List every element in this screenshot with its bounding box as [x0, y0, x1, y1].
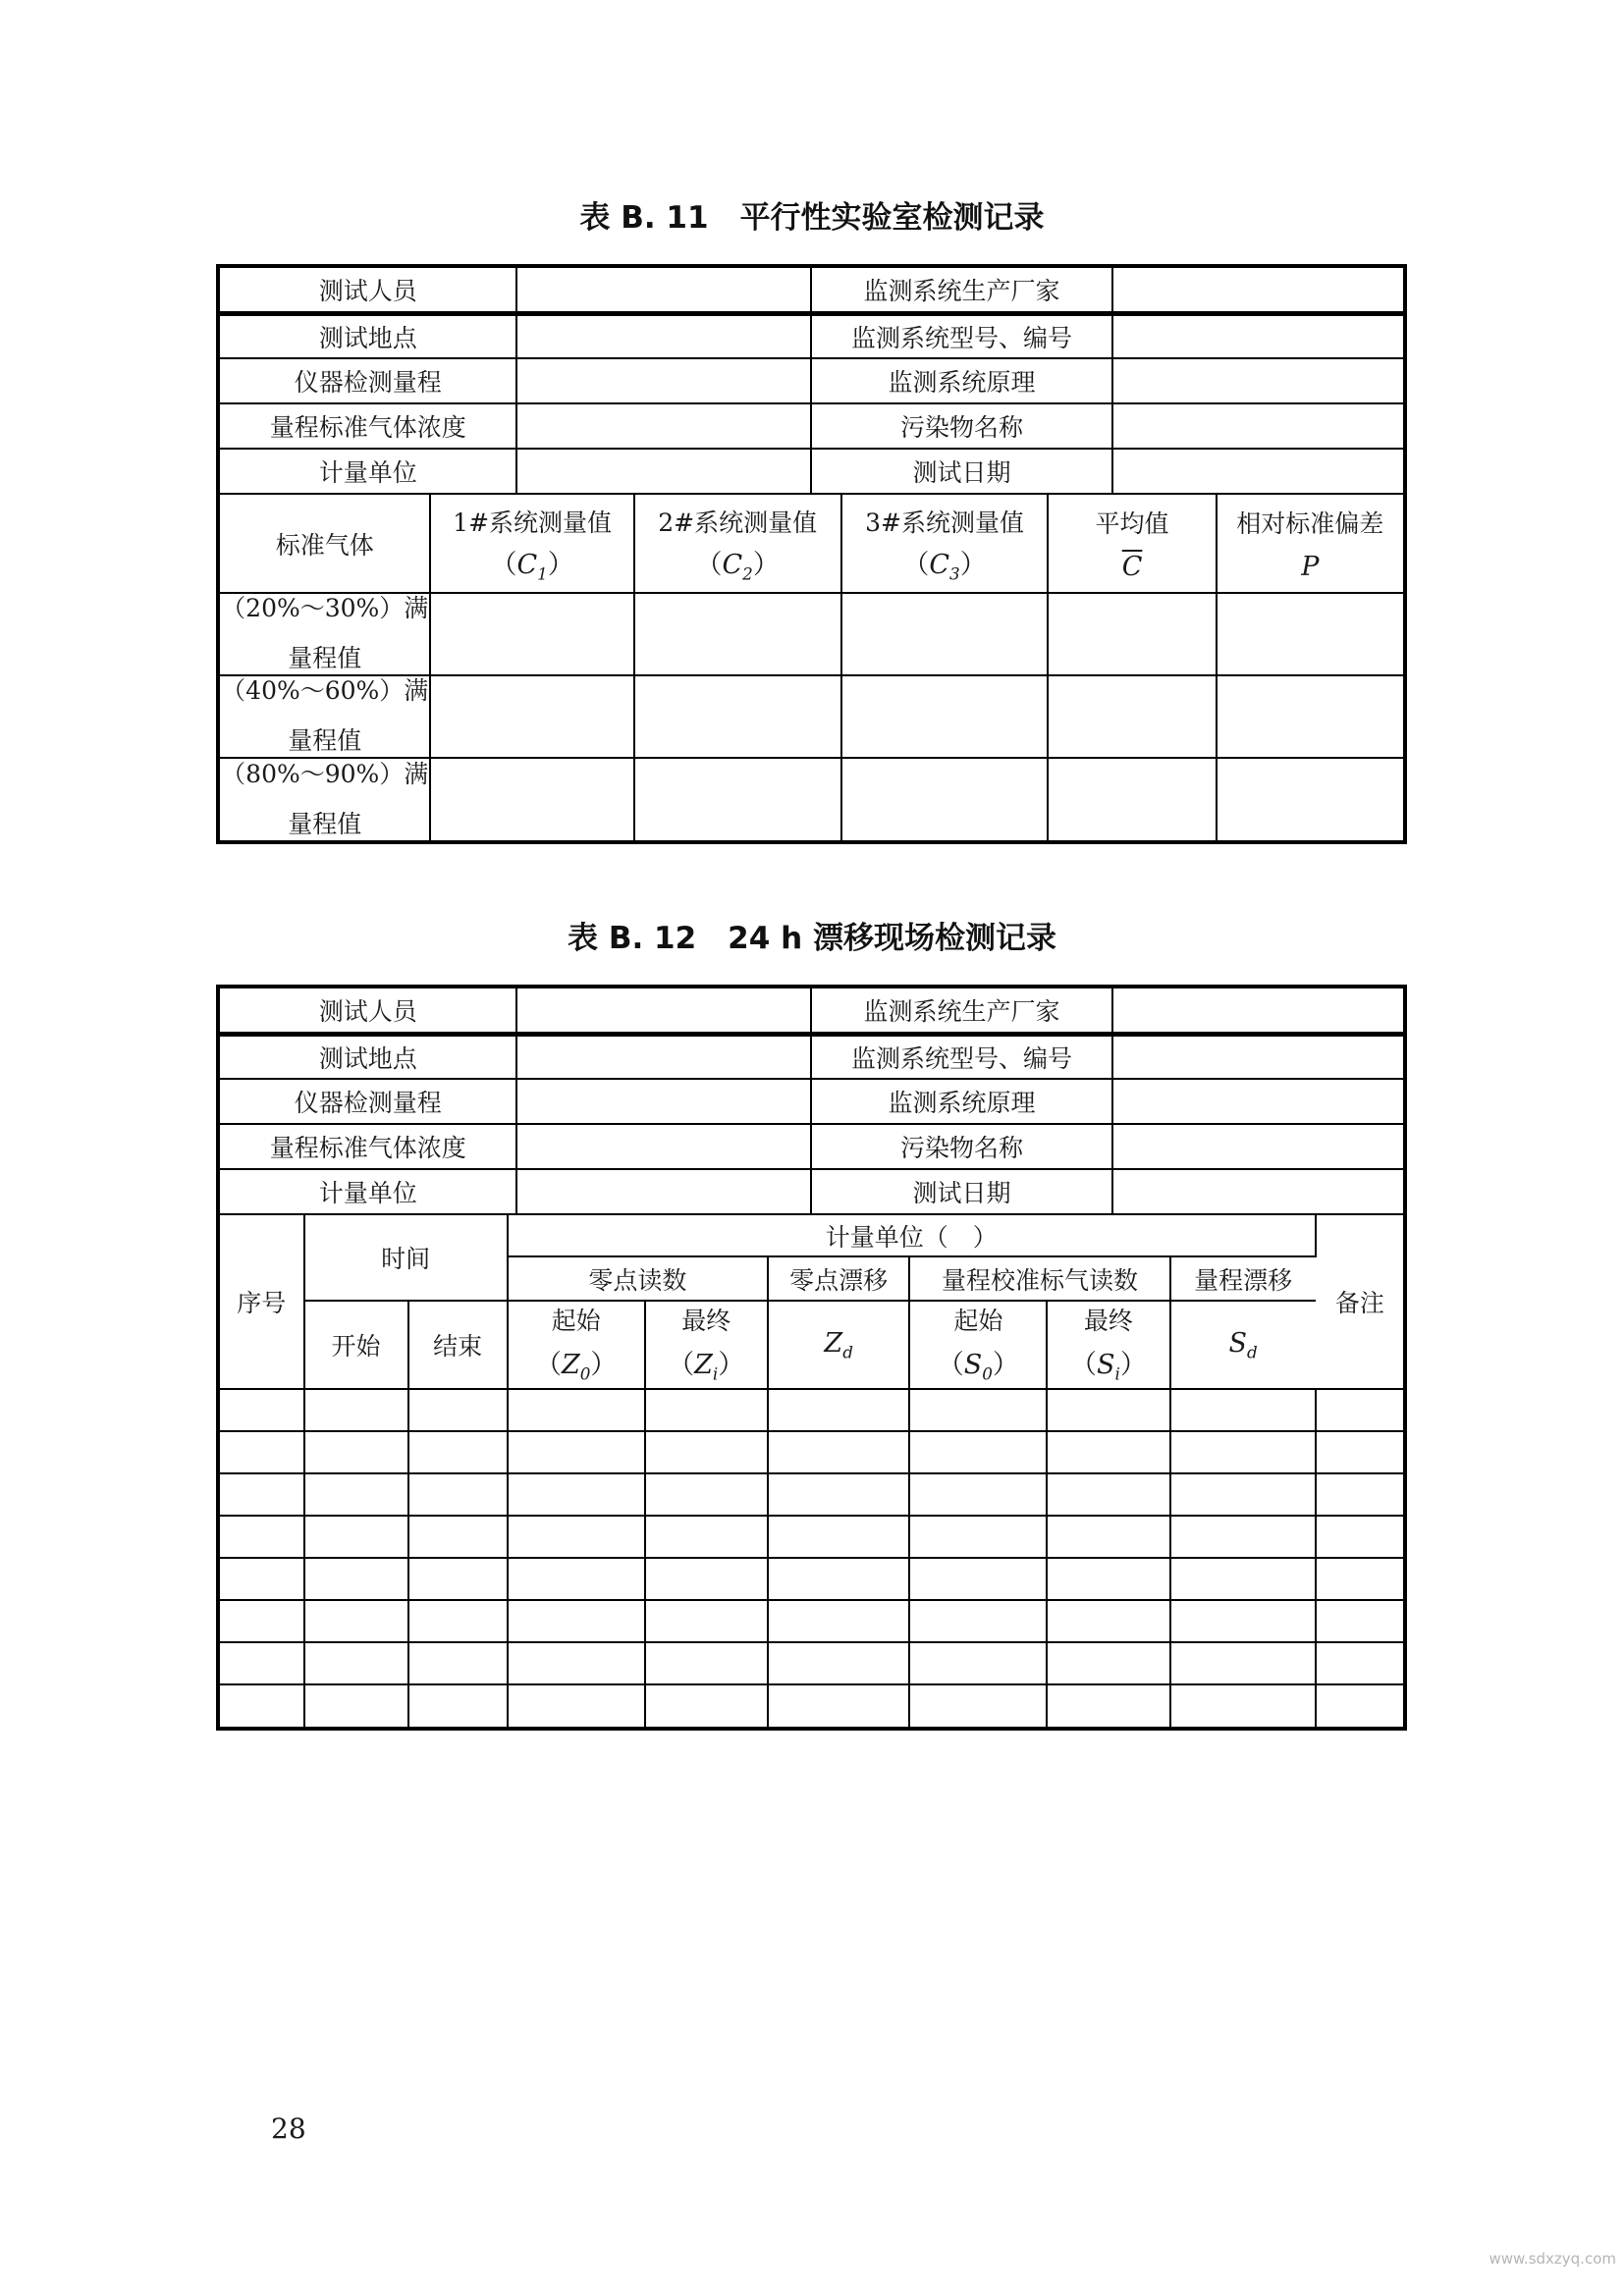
empty-cell — [1170, 1684, 1316, 1727]
row-label-20-30: （20%～30%）满 量程值 — [220, 593, 430, 675]
column-header-rsd: 相对标准偏差 P — [1217, 495, 1403, 593]
empty-cell — [768, 1473, 910, 1516]
empty-cell — [634, 675, 841, 758]
info-value-cell — [516, 1124, 811, 1169]
empty-cell — [645, 1389, 768, 1431]
table-row — [220, 358, 1403, 403]
info-value-cell — [516, 268, 811, 313]
empty-cell — [909, 1473, 1047, 1516]
table-b11 — [216, 264, 1407, 844]
empty-cell — [909, 1431, 1047, 1473]
empty-cell — [1316, 1389, 1403, 1431]
empty-cell — [430, 675, 633, 758]
empty-cell — [1316, 1473, 1403, 1516]
empty-cell — [220, 1600, 304, 1642]
table-row — [220, 1431, 1403, 1473]
empty-cell — [1047, 1558, 1169, 1600]
empty-cell — [408, 1684, 508, 1727]
table-row — [220, 988, 1403, 1034]
empty-cell — [1217, 758, 1403, 840]
table-row — [220, 403, 1403, 449]
formula-s0: $(S_0)$ — [937, 1349, 1019, 1384]
empty-cell — [1316, 1558, 1403, 1600]
empty-cell — [634, 593, 841, 675]
empty-cell — [304, 1516, 408, 1558]
table-b11-measure-section — [220, 495, 1403, 840]
row-label-80-90: （80%～90%）满 量程值 — [220, 758, 430, 840]
empty-cell — [909, 1642, 1047, 1684]
table-b12 — [216, 985, 1407, 1731]
info-label-cell: 监测系统生产厂家 — [811, 988, 1111, 1034]
info-label-cell: 监测系统生产厂家 — [811, 268, 1111, 313]
empty-cell — [1047, 1684, 1169, 1727]
column-header-z0: 起始 $(Z_0)$ — [508, 1301, 645, 1389]
info-value-cell — [1112, 449, 1403, 494]
empty-cell — [220, 1431, 304, 1473]
info-label-cell: 测试地点 — [220, 313, 516, 358]
column-header-span-drift: 量程漂移 — [1170, 1256, 1316, 1301]
column-header-sd: $S_d$ — [1170, 1301, 1316, 1389]
table-row — [220, 1558, 1403, 1600]
empty-cell — [304, 1642, 408, 1684]
table-b11-caption-label: 表 B. 11 — [579, 200, 709, 236]
table-row — [220, 1034, 1403, 1079]
table-row — [220, 1684, 1403, 1727]
table-row — [220, 1600, 1403, 1642]
info-label-cell: 监测系统型号、编号 — [811, 1034, 1111, 1079]
column-header-zi: 最终 $(Z_i)$ — [645, 1301, 768, 1389]
column-header-standard-gas: 标准气体 — [220, 495, 430, 593]
empty-cell — [1217, 593, 1403, 675]
empty-cell — [408, 1516, 508, 1558]
table-b12-info-section — [220, 988, 1403, 1215]
table-row — [220, 1215, 1403, 1256]
info-value-cell — [516, 358, 811, 403]
table-row — [220, 758, 1403, 840]
column-header-unit: 计量单位（ ） — [508, 1215, 1316, 1256]
empty-cell — [220, 1558, 304, 1600]
info-label-cell: 测试日期 — [811, 1169, 1111, 1214]
column-header-system2: 2#系统测量值 $(C_2)$ — [634, 495, 841, 593]
empty-cell — [645, 1684, 768, 1727]
info-label-cell: 污染物名称 — [811, 403, 1111, 449]
column-header-zd: $Z_d$ — [768, 1301, 910, 1389]
formula-c1: $(C_1)$ — [490, 550, 574, 584]
empty-cell — [645, 1600, 768, 1642]
column-header-time-end: 结束 — [408, 1301, 508, 1389]
info-value-cell — [516, 1034, 811, 1079]
empty-cell — [220, 1473, 304, 1516]
table-row — [220, 495, 1403, 593]
column-header-system3: 3#系统测量值 $(C_3)$ — [841, 495, 1049, 593]
info-value-cell — [516, 1169, 811, 1214]
info-label-cell: 测试人员 — [220, 988, 516, 1034]
empty-cell — [508, 1516, 645, 1558]
info-label-cell: 测试地点 — [220, 1034, 516, 1079]
column-header-remark: 备注 — [1316, 1215, 1403, 1389]
column-header-span-reading: 量程校准标气读数 — [909, 1256, 1169, 1301]
empty-cell — [909, 1389, 1047, 1431]
empty-cell — [1170, 1642, 1316, 1684]
column-header-si: 最终 $(S_i)$ — [1047, 1301, 1169, 1389]
formula-c3: $(C_3)$ — [902, 550, 987, 584]
formula-z0: $(Z_0)$ — [534, 1349, 618, 1384]
row-label-40-60: （40%～60%）满 量程值 — [220, 675, 430, 758]
table-row — [220, 1516, 1403, 1558]
table-row — [220, 593, 1403, 675]
empty-cell — [508, 1431, 645, 1473]
empty-cell — [304, 1389, 408, 1431]
empty-cell — [1170, 1389, 1316, 1431]
empty-cell — [430, 758, 633, 840]
empty-cell — [508, 1389, 645, 1431]
empty-cell — [1316, 1600, 1403, 1642]
empty-cell — [645, 1516, 768, 1558]
info-label-cell: 量程标准气体浓度 — [220, 403, 516, 449]
empty-cell — [508, 1600, 645, 1642]
empty-cell — [220, 1684, 304, 1727]
column-header-zero-drift: 零点漂移 — [768, 1256, 910, 1301]
table-b12-caption — [0, 919, 1624, 958]
page-number: 28 — [271, 2112, 306, 2145]
empty-cell — [508, 1558, 645, 1600]
table-row — [220, 1642, 1403, 1684]
empty-cell — [220, 1516, 304, 1558]
empty-cell — [909, 1600, 1047, 1642]
empty-cell — [1047, 1389, 1169, 1431]
info-value-cell — [516, 403, 811, 449]
table-row — [220, 1301, 1403, 1389]
column-header-average: 平均值 $\overline{C}$ — [1048, 495, 1216, 593]
info-value-cell — [516, 1079, 811, 1124]
empty-cell — [1316, 1642, 1403, 1684]
info-value-cell — [1112, 358, 1403, 403]
formula-si: $(S_i)$ — [1069, 1349, 1147, 1384]
empty-cell — [1047, 1473, 1169, 1516]
table-row — [220, 1124, 1403, 1169]
empty-cell — [645, 1431, 768, 1473]
table-b11-info-section — [220, 268, 1403, 495]
empty-cell — [408, 1558, 508, 1600]
info-label-cell: 仪器检测量程 — [220, 1079, 516, 1124]
column-header-system1: 1#系统测量值 $(C_1)$ — [430, 495, 633, 593]
empty-cell — [645, 1642, 768, 1684]
empty-cell — [1047, 1642, 1169, 1684]
empty-cell — [768, 1389, 910, 1431]
table-b11-caption-title: 平行性实验室检测记录 — [739, 200, 1045, 236]
drift-header-rows — [220, 1215, 1403, 1389]
table-row — [220, 1169, 1403, 1214]
info-value-cell — [1112, 988, 1403, 1034]
empty-cell — [1048, 675, 1216, 758]
empty-cell — [1048, 593, 1216, 675]
empty-cell — [1170, 1558, 1316, 1600]
info-value-cell — [1112, 1034, 1403, 1079]
info-label-cell: 仪器检测量程 — [220, 358, 516, 403]
empty-cell — [768, 1642, 910, 1684]
info-label-cell: 监测系统原理 — [811, 1079, 1111, 1124]
info-value-cell — [516, 449, 811, 494]
info-label-cell: 测试人员 — [220, 268, 516, 313]
empty-cell — [841, 593, 1049, 675]
info-label-cell: 监测系统原理 — [811, 358, 1111, 403]
info-value-cell — [516, 313, 811, 358]
empty-cell — [909, 1684, 1047, 1727]
table-row — [220, 1079, 1403, 1124]
info-value-cell — [1112, 1079, 1403, 1124]
empty-cell — [408, 1431, 508, 1473]
empty-cell — [1048, 758, 1216, 840]
empty-cell — [909, 1516, 1047, 1558]
empty-cell — [508, 1642, 645, 1684]
empty-cell — [508, 1684, 645, 1727]
empty-cell — [1316, 1684, 1403, 1727]
empty-cell — [304, 1473, 408, 1516]
empty-cell — [768, 1600, 910, 1642]
info-value-cell — [1112, 268, 1403, 313]
empty-cell — [1170, 1431, 1316, 1473]
formula-c2: $(C_2)$ — [695, 550, 780, 584]
empty-cell — [430, 593, 633, 675]
empty-cell — [768, 1431, 910, 1473]
empty-cell — [768, 1684, 910, 1727]
empty-cell — [1217, 675, 1403, 758]
empty-cell — [634, 758, 841, 840]
empty-cell — [408, 1642, 508, 1684]
table-b12-caption-title: 24 h 漂移现场检测记录 — [728, 921, 1056, 956]
info-value-cell — [516, 988, 811, 1034]
empty-cell — [304, 1684, 408, 1727]
info-value-cell — [1112, 313, 1403, 358]
table-b12-caption-label: 表 B. 12 — [568, 921, 697, 956]
table-row — [220, 675, 1403, 758]
empty-cell — [304, 1600, 408, 1642]
column-header-s0: 起始 $(S_0)$ — [909, 1301, 1047, 1389]
info-value-cell — [1112, 1124, 1403, 1169]
empty-cell — [408, 1473, 508, 1516]
info-label-cell: 量程标准气体浓度 — [220, 1124, 516, 1169]
info-label-cell: 计量单位 — [220, 449, 516, 494]
empty-cell — [1170, 1473, 1316, 1516]
column-header-zero-reading: 零点读数 — [508, 1256, 768, 1301]
empty-cell — [1170, 1516, 1316, 1558]
table-b12-drift-section — [220, 1215, 1403, 1727]
empty-cell — [1047, 1516, 1169, 1558]
info-value-cell — [1112, 403, 1403, 449]
empty-cell — [768, 1558, 910, 1600]
empty-cell — [304, 1558, 408, 1600]
table-row — [220, 1473, 1403, 1516]
table-b11-caption — [0, 198, 1624, 238]
empty-cell — [768, 1516, 910, 1558]
empty-cell — [841, 675, 1049, 758]
empty-cell — [508, 1473, 645, 1516]
empty-cell — [220, 1389, 304, 1431]
empty-cell — [304, 1431, 408, 1473]
table-row — [220, 1389, 1403, 1431]
info-label-cell: 污染物名称 — [811, 1124, 1111, 1169]
column-header-time-start: 开始 — [304, 1301, 408, 1389]
formula-cbar: $\overline{C}$ — [1121, 551, 1143, 582]
empty-cell — [1316, 1431, 1403, 1473]
empty-cell — [1047, 1431, 1169, 1473]
table-row — [220, 268, 1403, 313]
watermark: www.sdxzyq.com — [1489, 2250, 1616, 2268]
empty-cell — [841, 758, 1049, 840]
empty-cell — [645, 1473, 768, 1516]
empty-cell — [1316, 1516, 1403, 1558]
info-value-cell — [1112, 1169, 1403, 1214]
info-label-cell: 测试日期 — [811, 449, 1111, 494]
formula-zi: $(Z_i)$ — [668, 1349, 745, 1384]
empty-cell — [1170, 1600, 1316, 1642]
column-header-time: 时间 — [304, 1215, 508, 1301]
table-row — [220, 313, 1403, 358]
empty-cell — [909, 1558, 1047, 1600]
formula-p: P — [1301, 551, 1320, 582]
column-header-serial: 序号 — [220, 1215, 304, 1389]
empty-cell — [408, 1600, 508, 1642]
info-label-cell: 计量单位 — [220, 1169, 516, 1214]
drift-empty-rows — [220, 1389, 1403, 1727]
info-label-cell: 监测系统型号、编号 — [811, 313, 1111, 358]
empty-cell — [220, 1642, 304, 1684]
table-row — [220, 449, 1403, 494]
empty-cell — [1047, 1600, 1169, 1642]
empty-cell — [408, 1389, 508, 1431]
empty-cell — [645, 1558, 768, 1600]
